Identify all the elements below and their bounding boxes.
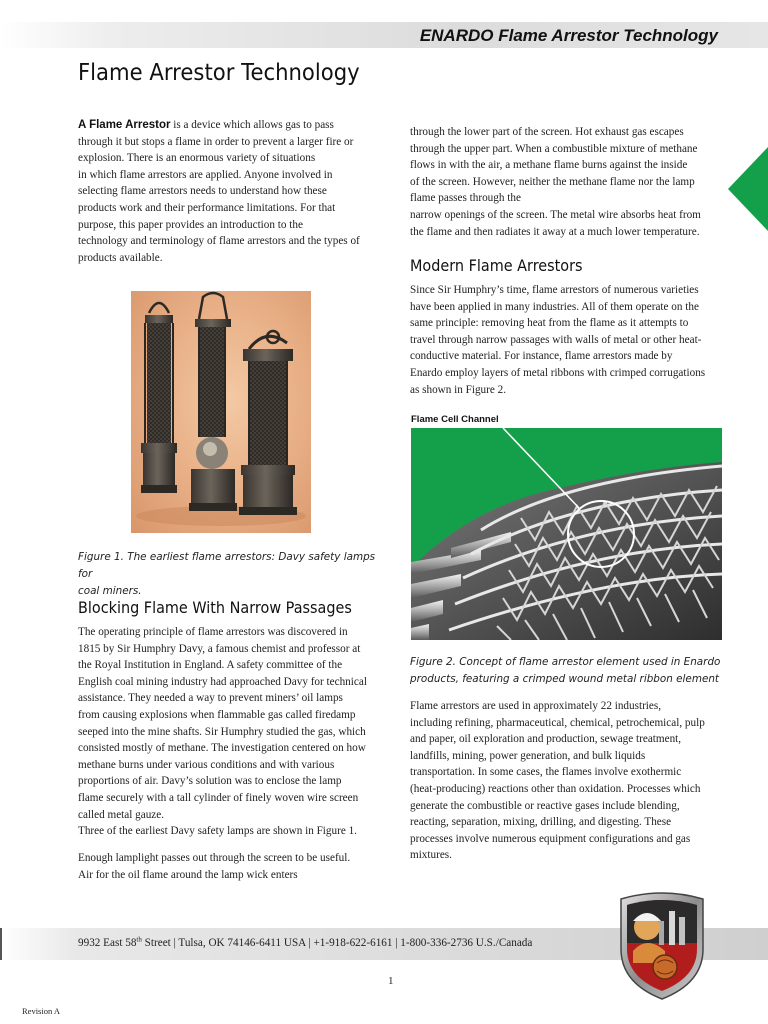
section2-paragraph [410,282,730,398]
continuation-line: through the lower part of the screen. Hot exhaust gas escapes [410,126,684,138]
section2-line: as shown in Figure 2. [410,383,507,396]
continuation-line: through the upper part. When a combustible mixture of methane [410,142,698,155]
intro-line: technology and terminology of flame arrestors and the types of [78,235,360,248]
figure1-caption-line: coal miners. [78,585,142,597]
continuation-line: of the screen. However, neither the methane flame nor the lamp [410,175,695,188]
davy-lamps-illustration [131,291,311,533]
page-number: 1 [388,975,394,987]
section2-line: Enardo employ layers of metal ribbons with crimped corrugations [410,366,706,379]
section3-line: reacting, separation, mixing, drilling, and digesting. These [410,816,672,829]
intro-line: selecting flame arrestors needs to understand how these [78,185,327,198]
section2-line: travel through narrow passages with walls of metal or other heat- [410,333,702,346]
section3-line: mixtures. [410,849,452,862]
section3-line: Flame arrestors are used in approximately 22 industries, [410,700,662,712]
davy-lamps-photo [131,291,311,533]
section3-paragraph [410,698,730,864]
figure2-caption-line: Figure 2. Concept of flame arrestor element used in Enardo [410,656,721,668]
section3-line: landfills, mining, power generation, and bulk liquids [410,749,646,762]
section1-line: called metal gauze. [78,808,165,821]
intro-line: in which flame arrestors are applied. Anyone involved in [78,168,333,181]
intro-line: is a device which allows gas to pass [170,119,334,131]
address-rest: Street | Tulsa, OK 74146-6411 USA | +1-918-622-6161 | 1-800-336-2736 U.S./Canada [141,937,533,949]
section1-line: Three of the earliest Davy safety lamps are shown in Figure 1. [78,825,357,838]
section1-line: proportions of air. Davy’s solution was to enclose the lamp [78,775,342,788]
section1b-paragraph [78,850,388,883]
footer-edge-mark [0,928,2,960]
section3-line: including refining, pharmaceutical, chemical, petrochemical, pulp [410,716,705,729]
section2-line: conductive material. For instance, flame arrestors made by [410,350,673,363]
section3-line: and paper, oil exploration and production, sewage treatment, [410,733,682,746]
section1-line: 1815 by Sir Humphry Davy, a famous chemist and professor at [78,642,361,655]
section1-line: from causing explosions when flammable gas called firedamp [78,708,356,721]
section-heading-blocking-flame: Blocking Flame With Narrow Passages [78,598,352,617]
continuation-line: flame passes through the [410,192,521,205]
page-title: Flame Arrestor Technology [78,60,360,86]
figure2-caption [410,654,730,688]
section1-paragraph [78,624,388,840]
revision-label: Revision A [22,1006,61,1016]
arrestor-element-illustration [411,428,722,640]
section3-line: processes involve numerous equipment configurations and gas [410,832,691,845]
intro-line: through it but stops a flame in order to prevent a larger fire or [78,135,354,148]
figure1-caption [78,549,388,600]
address-start: 9932 East 58 [78,937,137,949]
section3-line: (heat-producing) reactions other than oxidation. Processes which [410,782,701,795]
intro-line: products work and their performance limitations. For that [78,201,336,214]
continuation-line: flows in with the air, a methane flame burns against the inside [410,159,688,172]
section3-line: transportation. In some cases, the flames involve exothermic [410,766,682,779]
section2-line: have been applied in many industries. All of them operate on the [410,300,699,313]
continuation-line: the flame and then radiates it away at a much lower temperature. [410,225,700,238]
section1-line: flame securely with a tall cylinder of finely woven wire screen [78,791,359,804]
section1-line: seeped into the mine shafts. Sir Humphry studied the gas, which [78,725,366,738]
intro-line: products available. [78,251,163,264]
header-title: ENARDO Flame Arrestor Technology [419,26,718,45]
section-heading-modern-arrestors: Modern Flame Arrestors [410,256,583,275]
footer-address [78,937,532,949]
intro-line: explosion. There is an enormous variety of situations [78,152,316,165]
section2-line: same principle: removing heat from the flame as it attempts to [410,317,689,330]
section1-line: The operating principle of flame arrestors was discovered in [78,626,348,638]
figure1-caption-line: Figure 1. The earliest flame arrestors: Davy safety lamps for [78,551,376,580]
section1-line: the Royal Institution in England. A safety committee of the [78,659,343,672]
section1-line: assistance. They needed a way to prevent miners’ oil lamps [78,692,343,705]
crimped-ribbon-diagram [411,428,722,640]
intro-line: purpose, this paper provides an introduction to the [78,218,303,231]
intro-term: A Flame Arrestor [78,119,171,131]
section3-line: generate the combustible or reactive gases include blending, [410,799,680,812]
section1-line: methane burns under various conditions and with various [78,758,335,771]
section1-line: consisted mostly of methane. The investigation centered on how [78,742,366,755]
green-triangle-icon [728,147,768,231]
section1-line: English coal mining industry had approached Davy for technical [78,675,367,688]
section2-line: Since Sir Humphry’s time, flame arrestors of numerous varieties [410,284,699,296]
figure2-caption-line: products, featuring a crimped wound metal ribbon element [410,673,719,685]
intro-paragraph [78,117,378,266]
section1b-line: Air for the oil flame around the lamp wick enters [78,868,298,881]
address-ordinal: th [136,935,142,944]
figure2-callout-label: Flame Cell Channel [411,414,499,425]
section1b-line: Enough lamplight passes out through the screen to be useful. [78,852,351,864]
right-continuation-paragraph [410,124,730,240]
continuation-line: narrow openings of the screen. The metal wire absorbs heat from [410,208,701,221]
enardo-shield-logo [613,891,711,1001]
